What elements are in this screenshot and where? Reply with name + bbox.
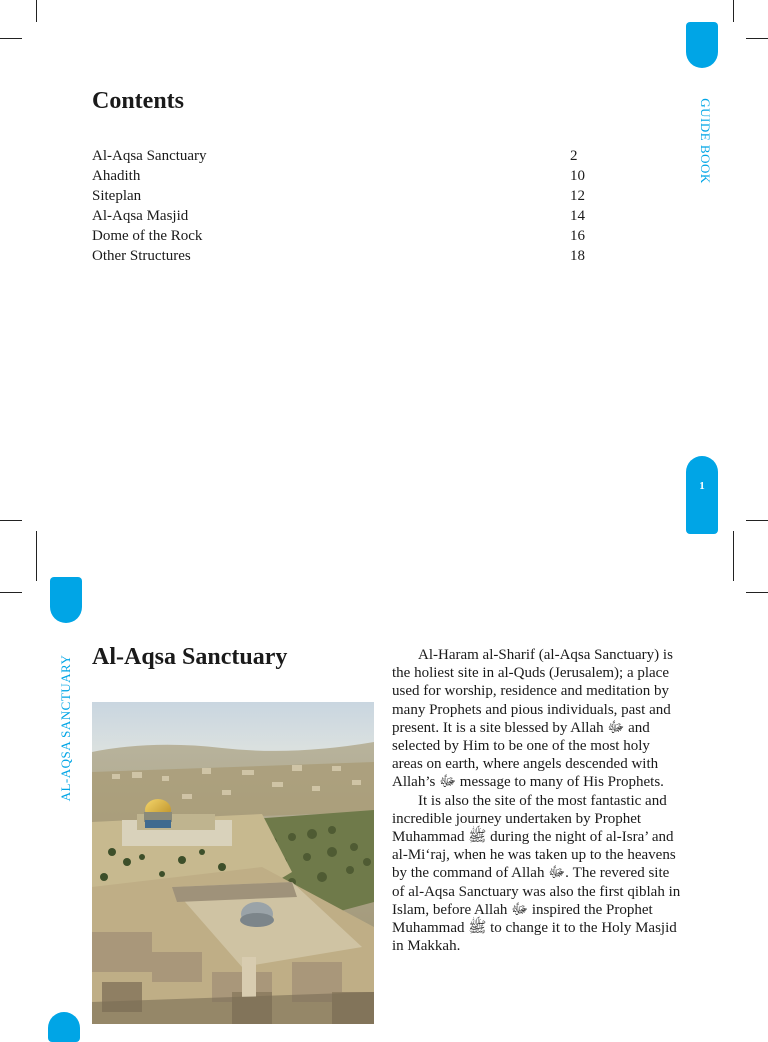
toc-label: Other Structures xyxy=(92,248,191,264)
paragraph: It is also the site of the most fantastic and incredible journey undertaken by Prophet Muhammad ﷺ during the night of al-Isra’ and al-Mi‘raj, when he was taken up to the heavens by the command of Allah ﷻ. The revered site of al-Aqsa Sanctuary was also the first qiblah in Islam, before Allah ﷻ inspired the Prophet Muhammad ﷺ to change it to the Holy Masjid in Makkah. xyxy=(392,792,681,955)
toc-entry[interactable] xyxy=(92,186,592,206)
crop-mark xyxy=(0,592,22,593)
crop-mark xyxy=(746,592,768,593)
toc-entry[interactable] xyxy=(92,166,592,186)
toc-label: Al-Aqsa Sanctuary xyxy=(92,148,207,164)
side-label-al-aqsa-sanctuary: AL-AQSA SANCTUARY xyxy=(58,654,73,802)
toc-entry[interactable] xyxy=(92,246,592,266)
toc-page-number: 2 xyxy=(570,148,578,164)
toc-label: Ahadith xyxy=(92,168,141,184)
toc-entry[interactable] xyxy=(92,206,592,226)
paragraph: Al-Haram al-Sharif (al-Aqsa Sanctuary) is the holiest site in al-Quds (Jerusalem); a place used for worship, residence and meditation by many Prophets and pious individuals, past and present. It is a site blessed by Allah ﷻ and selected by Him to be one of the most holy areas on earth, where angels descended with Allah’s ﷻ message to many of His Prophets. xyxy=(392,647,673,791)
crop-mark xyxy=(0,38,22,39)
toc-page-number: 16 xyxy=(570,228,585,244)
bottom-tab xyxy=(48,1012,80,1042)
toc-page-number: 10 xyxy=(570,168,585,184)
crop-mark xyxy=(733,531,734,581)
toc-entry[interactable] xyxy=(92,226,592,246)
contents-title: Contents xyxy=(92,88,185,114)
toc-label: Al-Aqsa Masjid xyxy=(92,208,189,224)
toc-page-number: 18 xyxy=(570,248,585,264)
section-title: Al-Aqsa Sanctuary xyxy=(92,644,288,670)
guidebook-tab xyxy=(686,22,718,68)
page-number-tab: 1 xyxy=(686,456,718,534)
toc-page-number: 14 xyxy=(570,208,585,224)
crop-mark xyxy=(746,520,768,521)
toc-label: Siteplan xyxy=(92,188,142,204)
toc-entry[interactable] xyxy=(92,146,592,166)
article-body xyxy=(392,646,682,955)
crop-mark xyxy=(36,0,37,22)
toc-label: Dome of the Rock xyxy=(92,228,203,244)
side-label-guidebook: GUIDE BOOK xyxy=(698,98,713,184)
al-aqsa-aerial-photo xyxy=(92,702,374,1024)
table-of-contents xyxy=(92,146,592,266)
crop-mark xyxy=(0,520,22,521)
crop-mark xyxy=(36,531,37,581)
toc-page-number: 12 xyxy=(570,188,585,204)
crop-mark xyxy=(746,38,768,39)
section-tab xyxy=(50,577,82,623)
crop-mark xyxy=(733,0,734,22)
